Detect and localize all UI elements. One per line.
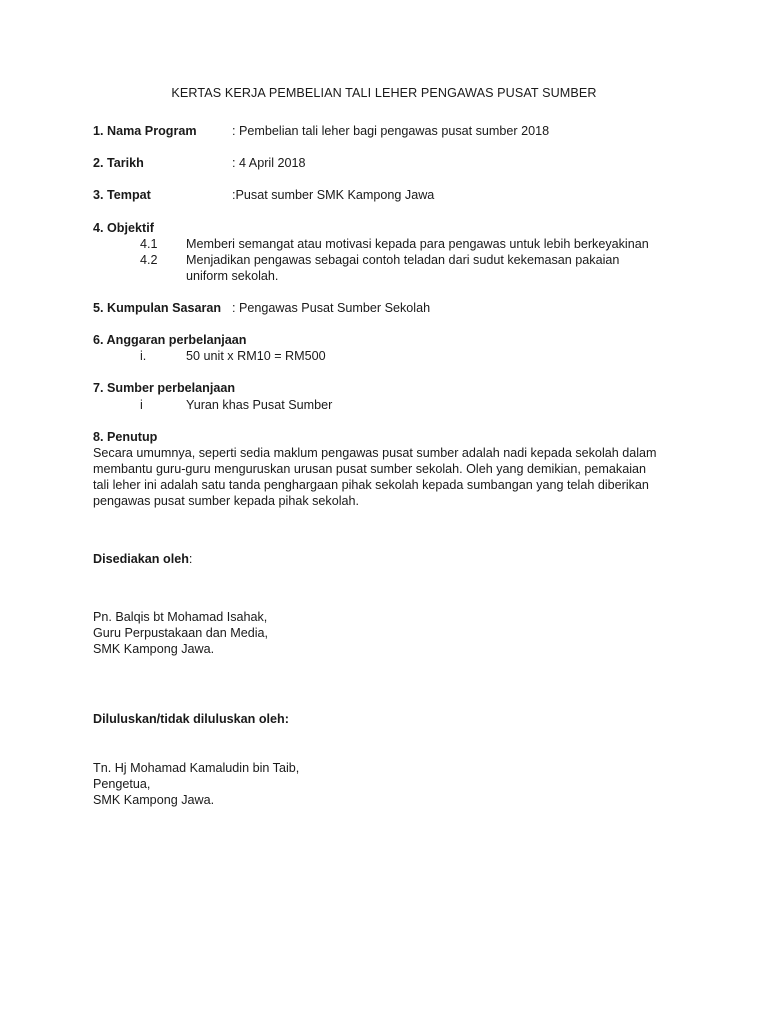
- program-value: : Pembelian tali leher bagi pengawas pusat sumber 2018: [232, 124, 550, 138]
- penutup-paragraph-line: membantu guru-guru menguruskan urusan pusat sumber sekolah. Oleh yang demikian, pemakaian: [93, 462, 647, 476]
- approver-line: SMK Kampong Jawa.: [93, 793, 215, 807]
- tempat-value: :Pusat sumber SMK Kampong Jawa: [232, 188, 435, 202]
- sumber-item-number: i: [140, 398, 143, 412]
- penutup-paragraph-line: pengawas pusat sumber kepada pihak sekolah.: [93, 494, 360, 508]
- signatory-line: Guru Perpustakaan dan Media,: [93, 626, 269, 640]
- tempat-label: 3. Tempat: [93, 188, 151, 202]
- signatory-line: SMK Kampong Jawa.: [93, 642, 215, 656]
- objektif-item-text: Menjadikan pengawas sebagai contoh teladan dari sudut kekemasan pakaian: [186, 253, 620, 267]
- tarikh-value: : 4 April 2018: [232, 156, 306, 170]
- sasaran-label: 5. Kumpulan Sasaran: [93, 301, 222, 315]
- tarikh-label: 2. Tarikh: [93, 156, 144, 170]
- sumber-item-text: Yuran khas Pusat Sumber: [186, 398, 333, 412]
- anggaran-label: 6. Anggaran perbelanjaan: [93, 333, 247, 347]
- approver-line: Tn. Hj Mohamad Kamaludin bin Taib,: [93, 761, 300, 775]
- disediakan-colon: :: [188, 552, 193, 566]
- anggaran-item-text: 50 unit x RM10 = RM500: [186, 349, 326, 363]
- penutup-paragraph-line: tali leher ini adalah satu tanda penghargaan pihak sekolah kepada sumbangan yang telah diberikan: [93, 478, 649, 492]
- signatory-line: Pn. Balqis bt Mohamad Isahak,: [93, 610, 268, 624]
- sasaran-value: : Pengawas Pusat Sumber Sekolah: [232, 301, 431, 315]
- sumber-label: 7. Sumber perbelanjaan: [93, 381, 236, 395]
- objektif-item-number: 4.1: [140, 237, 158, 251]
- objektif-label: 4. Objektif: [93, 221, 154, 235]
- penutup-label: 8. Penutup: [93, 430, 158, 444]
- objektif-item-text: uniform sekolah.: [186, 269, 279, 283]
- anggaran-item-number: i.: [140, 349, 147, 363]
- program-label: 1. Nama Program: [93, 124, 197, 138]
- disediakan-heading: [93, 551, 192, 567]
- objektif-item-number: 4.2: [140, 253, 158, 267]
- diluluskan-label: Diluluskan/tidak diluluskan oleh:: [93, 712, 289, 726]
- document-title: KERTAS KERJA PEMBELIAN TALI LEHER PENGAWAS PUSAT SUMBER: [171, 86, 597, 100]
- approver-line: Pengetua,: [93, 777, 151, 791]
- objektif-item-text: Memberi semangat atau motivasi kepada para pengawas untuk lebih berkeyakinan: [186, 237, 649, 251]
- penutup-paragraph-line: Secara umumnya, seperti sedia maklum pengawas pusat sumber adalah nadi kepada sekolah dalam: [93, 446, 657, 460]
- disediakan-label: Disediakan oleh: [93, 552, 189, 566]
